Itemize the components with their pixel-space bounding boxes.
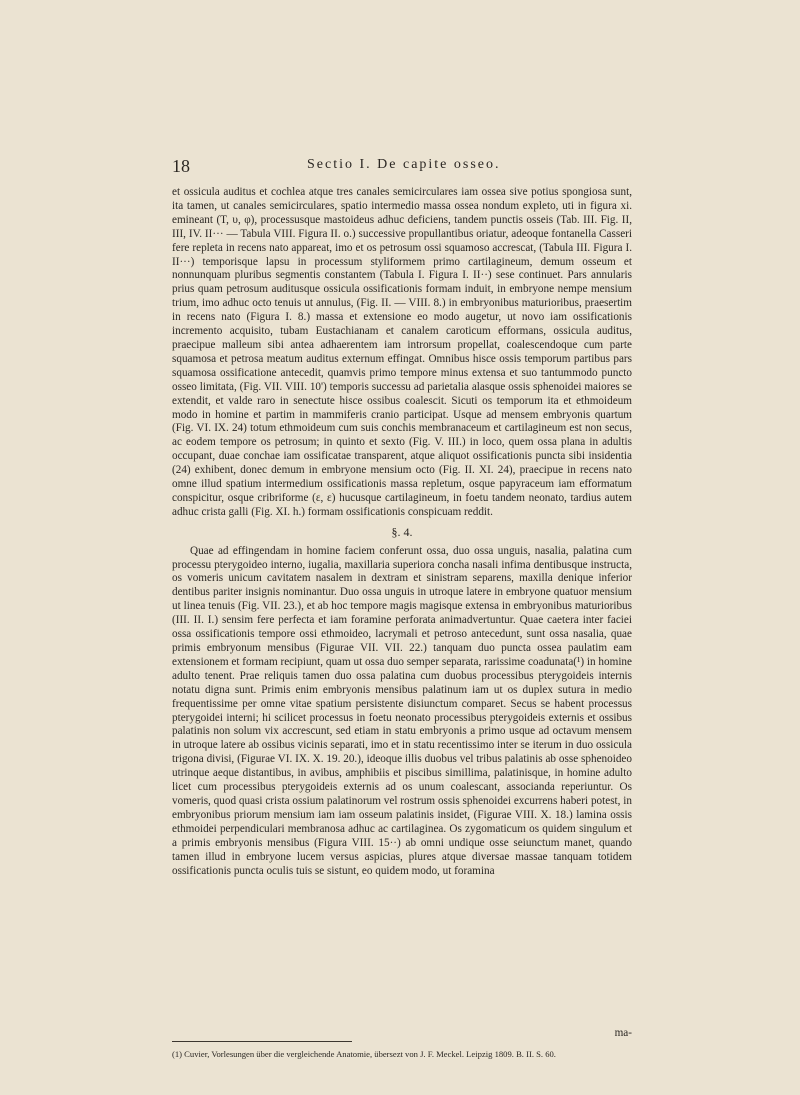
catchword: ma- bbox=[614, 1027, 632, 1039]
running-head: Sectio I. De capite osseo. bbox=[307, 157, 501, 172]
paragraph-2: Quae ad effingendam in homine faciem conferunt ossa, duo ossa unguis, nasalia, palatina cum processu pterygoideo interno, iugalia, maxillaria superiora concha nasali infima dentibusque instructa, os vomeris unicum cavitatem nasalem in dextram et sinistram separens, maxilla denique inferior dentibus pariter insignis nominantur. Duo ossa unguis in utroque latere in embryone quatuor mensium ut linea tenuis (Fig. VII. 23.), et ab hoc tempore magis magisque extensa in embryonibus maturioribus (III. II. I.) sensim fere perfecta et iam foramine perforata animadvertuntur. Quae caetera inter faciei ossa ossificationis tempore ossi ethmoideo, lacrymali et petroso antecedunt, sunt ossa nasalia, quae primis embryonum mensibus (Figurae VII. VII. 22.) tanquam duo puncta ossea paulatim eam extensionem et formam recipiunt, quam ut ossa duo semper separata, rarissime coadunata(¹) in homine adulto tenent. Prae reliquis tamen duo ossa palatina cum duobus processibus pterygoideis internis notatu digna sunt. Primis enim embryonis mensibus palatinum iam ut os duplex sutura in medio frequentissime per omne vitae spatium persistente disiunctum comparet. Secus se habent processus pterygoidei interni; hi scilicet processus in foetu neonato processibus pterygoideis externis et ossibus palatinis non solum vix accrescunt, sed etiam in statu embryonis a primo usque ad octavum mensem in utroque latere ab ossibus vicinis separati, imo et in statu recentissimo inter se iterum in duo ossicula trigona divisi, (Figurae VI. IX. X. 19. 20.), ideoque illis duobus vel tribus palatinis ab osse sphenoideo utrinque aeque distantibus, in avibus, amphibiis et piscibus simillima, palatinisque, in homine adulto licet cum processibus pterygoideis externis ad os unum coalescant, associanda reperiuntur. Os vomeris, quod quasi crista ossium palatinorum vel rostrum ossis sphenoidei excurrens haberi potest, in embryonibus priorum mensium iam iam osseum palatinis insidet, (Figurae VIII. X. 18.) lamina ossis ethmoidei perpendiculari membranosa adhuc ac cartilaginea. Os zygomaticum os quidem singulum et a primis embryonis mensibus (Figura VIII. 15··) ab omni undique osse seiunctum manet, quando tamen illud in embryone lucem versus aspicias, plures atque diversae massae tanquam totidem ossificationis puncta oculis tuis se sistunt, eo quidem modo, ut foramina bbox=[172, 544, 632, 877]
section-heading: §. 4. bbox=[391, 524, 413, 539]
footnote-divider bbox=[172, 1041, 352, 1042]
footnote: (1) Cuvier, Vorlesungen über die vergleichende Anatomie, übersezt von J. F. Meckel. Leipzig 1809. B. II. S. 60. bbox=[172, 1049, 556, 1059]
paragraph-1: et ossicula auditus et cochlea atque tres canales semicirculares iam ossea sive potius spongiosa sunt, ita tamen, ut canales semicirculares, spatio intermedio massa ossea nondum expleto, uti in figura xi. emineant (T, υ, φ), processusque mastoideus adhuc deficiens, tandem punctis osseis (Tab. III. Fig. II, III, IV. II··· — Tabula VIII. Figura II. o.) successive propullantibus oriatur, adeoque fontanella Casseri fere repleta in recens nato appareat, imo et os petrosum ossi squamoso accrescat, (Tabula III. Figura I. II···) temporisque lapsu in processum styliformem primo cartilagineum, demum osseum et nonnunquam pluribus segmentis constantem (Tabula I. Figura I. II··) sese continuet. Pars annularis prius quam petrosum auditusque ossicula ossificationis formam induit, in embryone nempe mensium trium, imo adhuc octo tenuis ut annulus, (Fig. II. — VIII. 8.) in embryonibus maturioribus, praesertim in recens nato (Figura I. 8.) massa et extensione eo modo augetur, ut novo iam ossificationis incremento acquisito, tubam Eustachianam et canalem caroticum efformans, ossicula auditus, praecipue malleum sibi antea adhaerentem iam introrsum propellat, coalescendoque cum parte squamosa et petrosa meatum auditus externum effingat. Omnibus hisce ossis temporum partibus pars squamosa ossificatione antecedit, quamvis primo tempore minus extensa et suo tantummodo puncto osseo limitata, (Fig. VII. VIII. 10') temporis successu ad parietalia alasque ossis sphenoidei maiores se extendit, et valde raro in senectute hisce ossibus coalescit. Sicuti os temporum ita et ethmoideum modo in homine et partim in mammiferis cranio participat. Usque ad mensem embryonis quartum (Fig. VI. IX. 24) totum ethmoideum cum suis conchis membranaceum et cartilagineum est non secus, ac eodem tempore os petrosum; in quinto et sexto (Fig. V. III.) in loco, quem ossa plana in adultis occupant, duae conchae iam ossificatae transparent, atque aliquot ossificationis puncta sibi insidentia (24) exhibent, donec demum in embryone mensium octo (Fig. II. XI. 24), praecipue in recens nato omne illud spatium intermedium ossificationis massa repletum, osque papyraceum iam efformatum conspicitur, osque cribriforme (ε, ε) hucusque cartilagineum, in foetu tandem neonato, tardius autem adhuc crista galli (Fig. XI. h.) formam ossificationis conspicuam reddit. bbox=[172, 186, 632, 518]
page-header bbox=[172, 156, 632, 176]
main-text bbox=[172, 186, 632, 878]
page-number: 18 bbox=[172, 156, 190, 176]
